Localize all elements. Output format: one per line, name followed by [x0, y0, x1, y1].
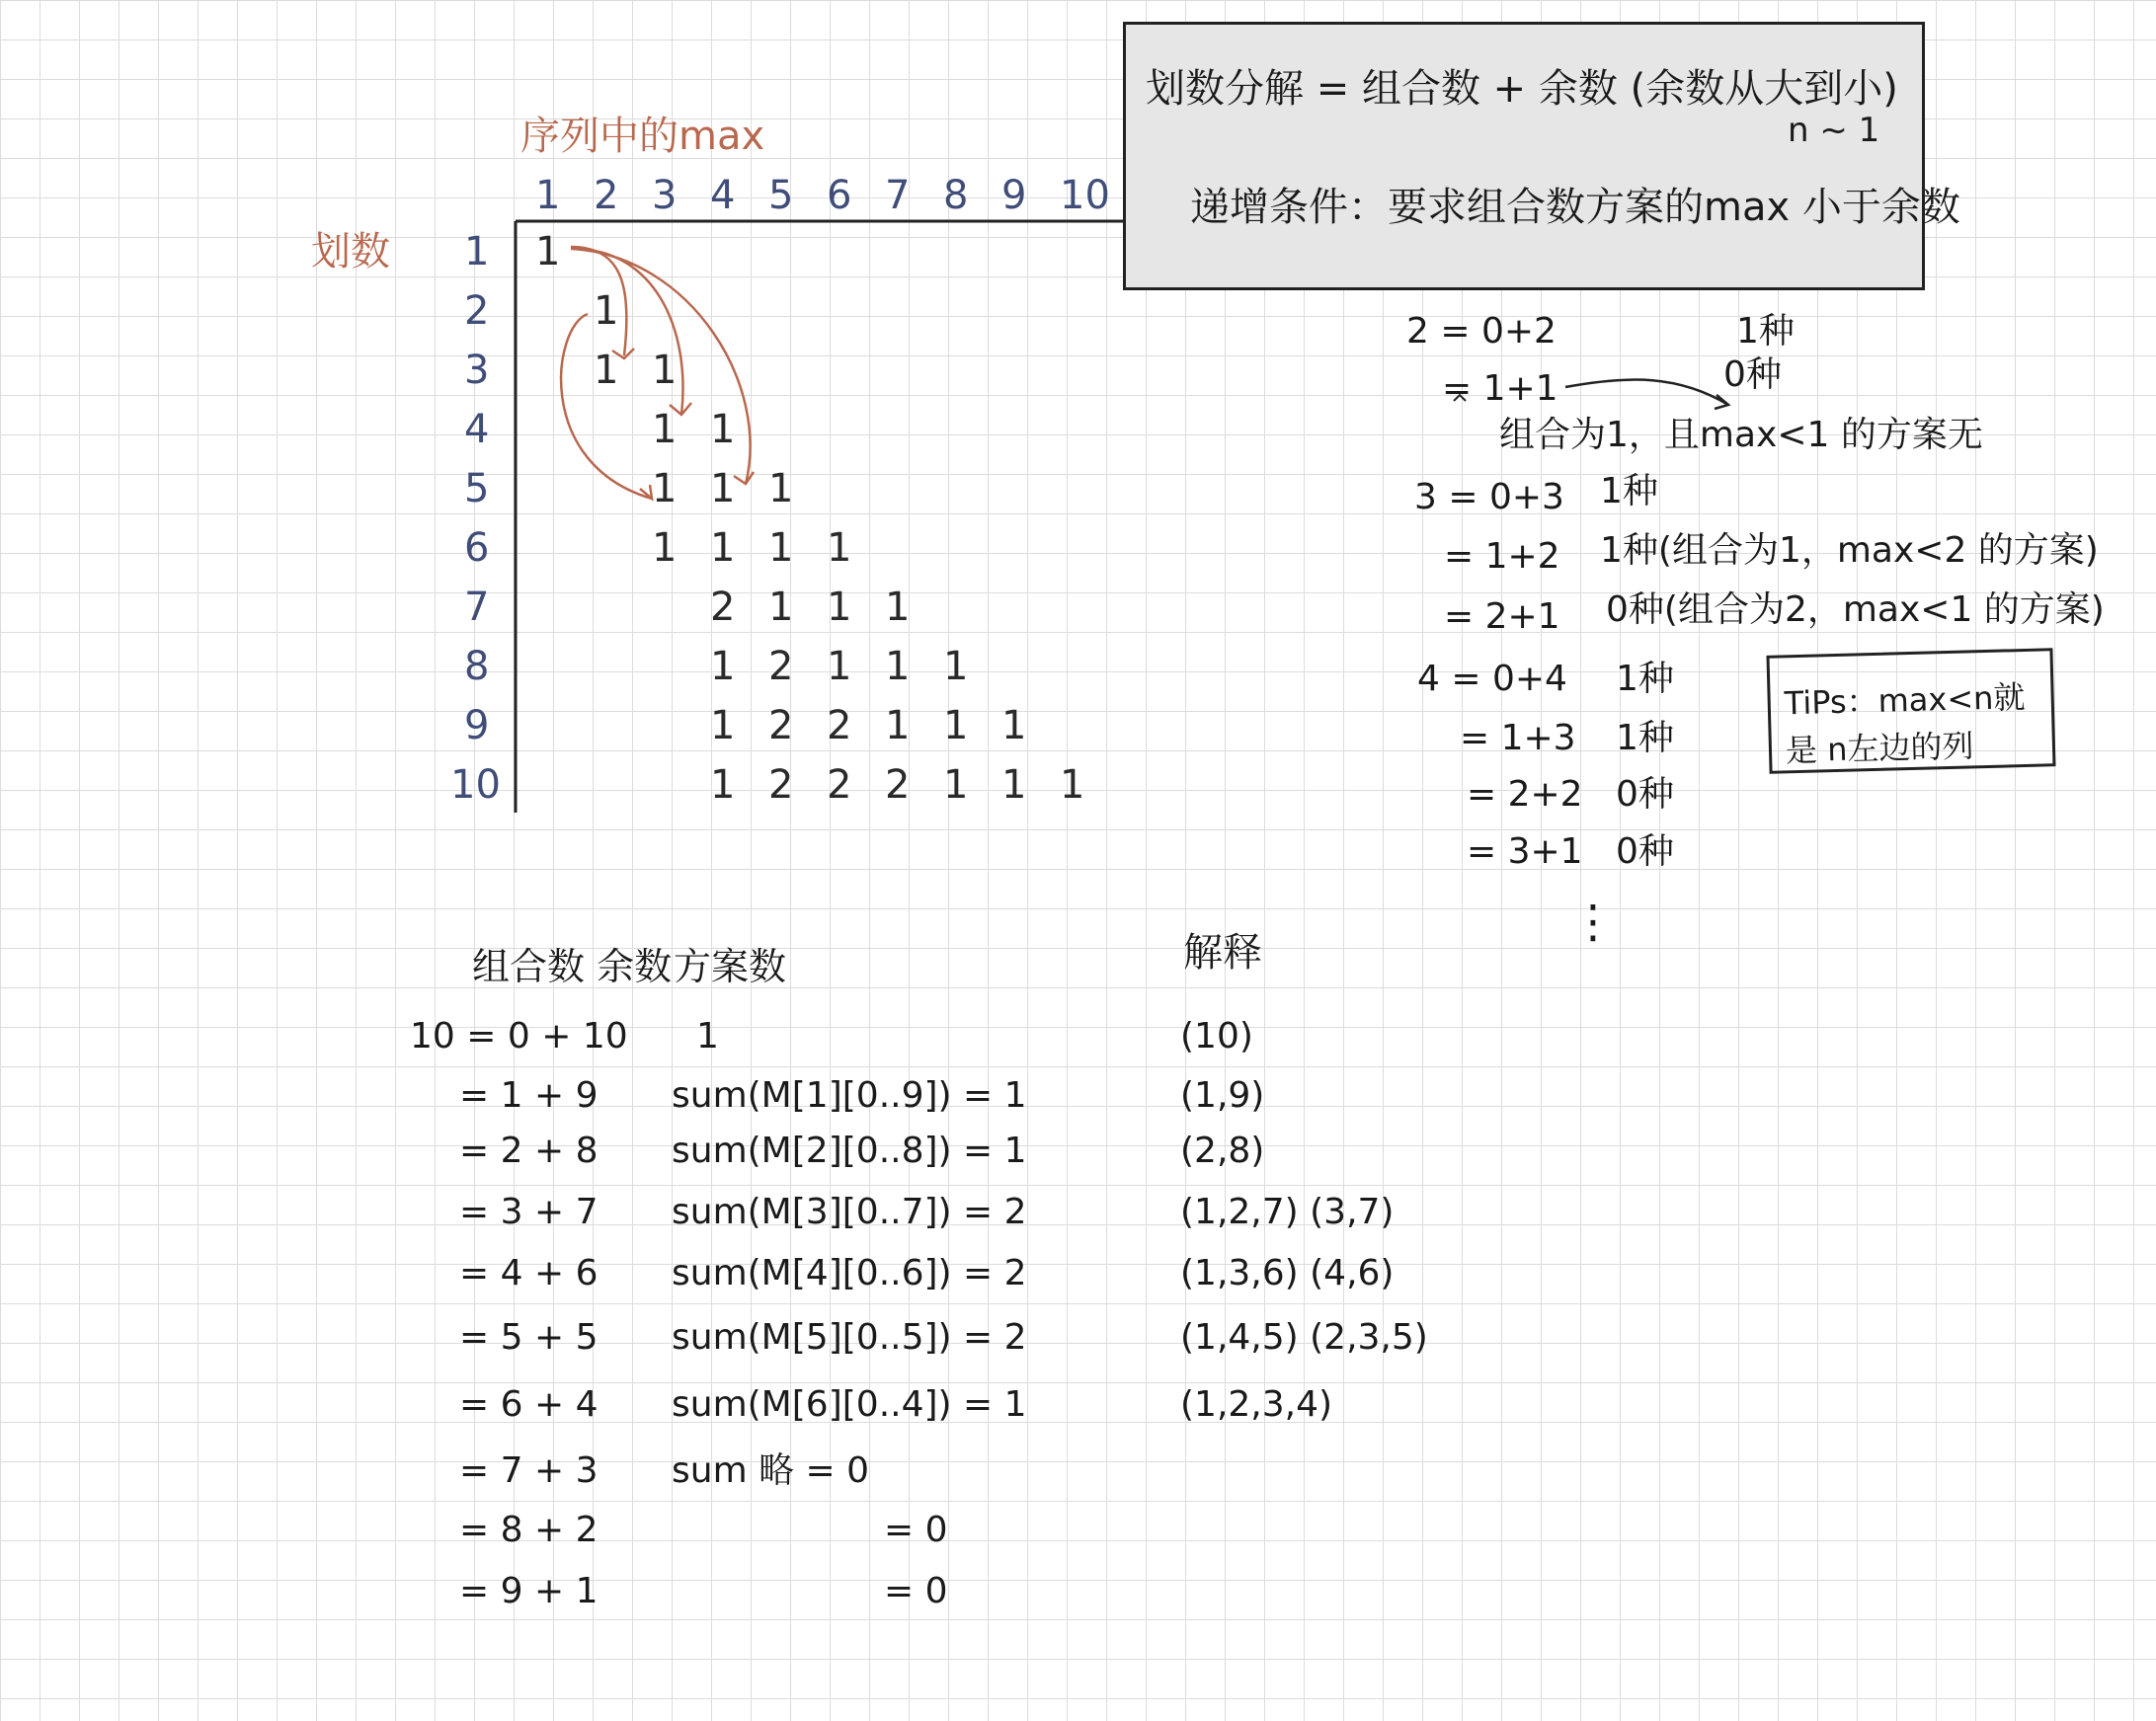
count-cell: sum(M[2][0..8]) = 1 [672, 1131, 1027, 1171]
header-line-2: 递增条件：要求组合数方案的max 小于余数 [1190, 185, 1960, 230]
col-header: 8 [943, 173, 969, 218]
example-equation: = 2+1 [1444, 596, 1560, 637]
example-count: 1种 [1616, 659, 1674, 699]
count-cell: sum(M[1][0..9]) = 1 [672, 1075, 1027, 1116]
matrix-cell: 1 [710, 525, 736, 571]
example-equation: 组合为1，且max<1 的方案无 [1499, 415, 1983, 455]
matrix-cell: 1 [943, 644, 969, 689]
decomp-cell: = 7 + 3 [459, 1450, 599, 1491]
count-cell: 1 [696, 1016, 719, 1056]
arrowhead-3 [734, 472, 754, 484]
example-equation: = 2+2 [1467, 774, 1583, 815]
explain-cell: (1,2,7) (3,7) [1180, 1192, 1395, 1232]
matrix-cell: 1 [885, 703, 911, 748]
example-equation: 2 = 0+2 [1406, 311, 1557, 352]
example-count: 1种 [1736, 311, 1795, 352]
matrix-cell: 2 [768, 703, 794, 748]
matrix-cell: 1 [710, 407, 736, 452]
matrix-cell: 1 [652, 525, 678, 571]
matrix-cell: 1 [652, 407, 678, 452]
matrix-cell: 1 [885, 644, 911, 689]
arrow-1-to-5 [573, 249, 751, 484]
count-cell: sum(M[6][0..4]) = 1 [672, 1384, 1027, 1425]
matrix-cell: 2 [885, 762, 911, 808]
matrix-cell: 1 [768, 585, 794, 630]
decomp-cell: = 6 + 4 [459, 1384, 599, 1425]
decomp-cell: = 3 + 7 [459, 1192, 599, 1232]
matrix-cell: 1 [1060, 762, 1085, 808]
col-header: 10 [1060, 173, 1110, 218]
example-count: 0种(组合为2，max<1 的方案) [1606, 589, 2105, 630]
matrix-cell: 1 [1001, 703, 1027, 748]
row-header: 4 [464, 407, 490, 452]
matrix-cell: 1 [827, 525, 852, 571]
matrix-cell: 1 [710, 762, 736, 808]
header-count: 方案数 [674, 945, 787, 988]
example-link-arrow [1565, 380, 1728, 405]
example-equation: 4 = 0+4 [1417, 659, 1567, 699]
col-header: 5 [768, 173, 794, 218]
matrix-cell: 1 [594, 288, 619, 334]
matrix-cell: 2 [827, 762, 852, 808]
count-cell: sum(M[5][0..5]) = 2 [672, 1317, 1027, 1358]
col-header: 6 [827, 173, 852, 218]
count-cell: = 0 [884, 1571, 948, 1611]
matrix-cell: 1 [710, 466, 736, 511]
row-header: 10 [450, 762, 501, 808]
matrix-cell: 1 [652, 466, 678, 511]
col-axis-label: 序列中的max [520, 114, 765, 159]
row-header: 9 [464, 703, 490, 748]
row-header: 2 [464, 288, 490, 334]
explain-cell: (1,9) [1180, 1075, 1265, 1116]
col-header: 4 [710, 173, 736, 218]
header-explain: 解释 [1183, 930, 1262, 976]
header-decomp: 组合数 余数 [472, 945, 673, 988]
matrix-cell: 1 [1001, 762, 1027, 808]
col-header: 1 [535, 173, 561, 218]
arrowhead-2 [670, 403, 691, 415]
row-header: 8 [464, 644, 490, 689]
count-cell: sum(M[4][0..6]) = 2 [672, 1253, 1027, 1293]
count-cell: sum 略 = 0 [672, 1450, 870, 1491]
ellipsis: ⋮ [1570, 895, 1616, 948]
matrix-cell: 1 [885, 585, 911, 630]
count-cell: = 0 [884, 1510, 948, 1550]
col-header: 9 [1001, 173, 1027, 218]
example-count: 1种 [1600, 471, 1658, 511]
explain-cell: (1,3,6) (4,6) [1180, 1253, 1395, 1293]
explain-cell: (1,4,5) (2,3,5) [1180, 1317, 1428, 1358]
matrix-cell: 1 [827, 585, 852, 630]
decomp-cell: = 2 + 8 [459, 1131, 599, 1171]
col-header: 3 [652, 173, 678, 218]
col-header: 7 [885, 173, 911, 218]
example-count: 0种 [1616, 831, 1674, 872]
matrix-cell: 2 [827, 703, 852, 748]
matrix-cell: 1 [535, 229, 561, 274]
row-header: 3 [464, 348, 490, 393]
row-header: 5 [464, 466, 490, 511]
arrow-2-to-5 [561, 314, 652, 499]
matrix-cell: 1 [768, 466, 794, 511]
matrix-cell: 1 [768, 525, 794, 571]
decomp-cell: = 4 + 6 [459, 1253, 599, 1293]
count-cell: sum(M[3][0..7]) = 2 [672, 1192, 1027, 1232]
decomp-cell: = 9 + 1 [459, 1571, 599, 1611]
example-count: 0种 [1616, 774, 1674, 815]
row-header: 1 [464, 229, 490, 274]
arrow-1-to-3 [571, 247, 626, 355]
tips-box [1766, 648, 2055, 774]
matrix-cell: 2 [768, 762, 794, 808]
example-equation: 3 = 0+3 [1414, 477, 1564, 517]
example-equation: = 1+1 [1442, 368, 1558, 409]
decomp-cell: = 1 + 9 [459, 1075, 599, 1116]
matrix-cell: 2 [710, 585, 736, 630]
explain-cell: (1,2,3,4) [1180, 1384, 1333, 1425]
matrix-cell: 1 [943, 703, 969, 748]
decomp-cell: = 8 + 2 [459, 1510, 599, 1550]
explain-cell: (2,8) [1180, 1131, 1265, 1171]
example-equation: = 1+3 [1460, 718, 1576, 758]
row-header: 6 [464, 525, 490, 571]
header-line-1-sub: n ~ 1 [1788, 111, 1880, 150]
matrix-cell: 1 [943, 762, 969, 808]
example-count: 1种(组合为1，max<2 的方案) [1600, 530, 2099, 571]
header-line-1: 划数分解 = 组合数 + 余数 (余数从大到小) [1146, 66, 1898, 112]
dependency-arrows [561, 247, 754, 499]
example-count: 1种 [1616, 718, 1674, 758]
matrix-cell: 2 [768, 644, 794, 689]
matrix-cell: 1 [594, 348, 619, 393]
example-count: 0种 [1723, 354, 1782, 395]
col-header: 2 [594, 173, 619, 218]
row-axis-label: 划数 [311, 229, 390, 274]
matrix-cell: 1 [652, 348, 678, 393]
example-equation: = 1+2 [1444, 536, 1560, 577]
decomp-cell: 10 = 0 + 10 [410, 1016, 628, 1056]
decomp-cell: = 5 + 5 [459, 1317, 599, 1358]
explain-cell: (10) [1180, 1016, 1253, 1056]
matrix-cell: 1 [710, 644, 736, 689]
matrix-cell: 1 [827, 644, 852, 689]
example-equation: = 3+1 [1467, 831, 1583, 872]
matrix-cell: 1 [710, 703, 736, 748]
tips-text: TiPs：max<n就是 n左边的列 [1784, 677, 2026, 770]
row-header: 7 [464, 585, 490, 630]
